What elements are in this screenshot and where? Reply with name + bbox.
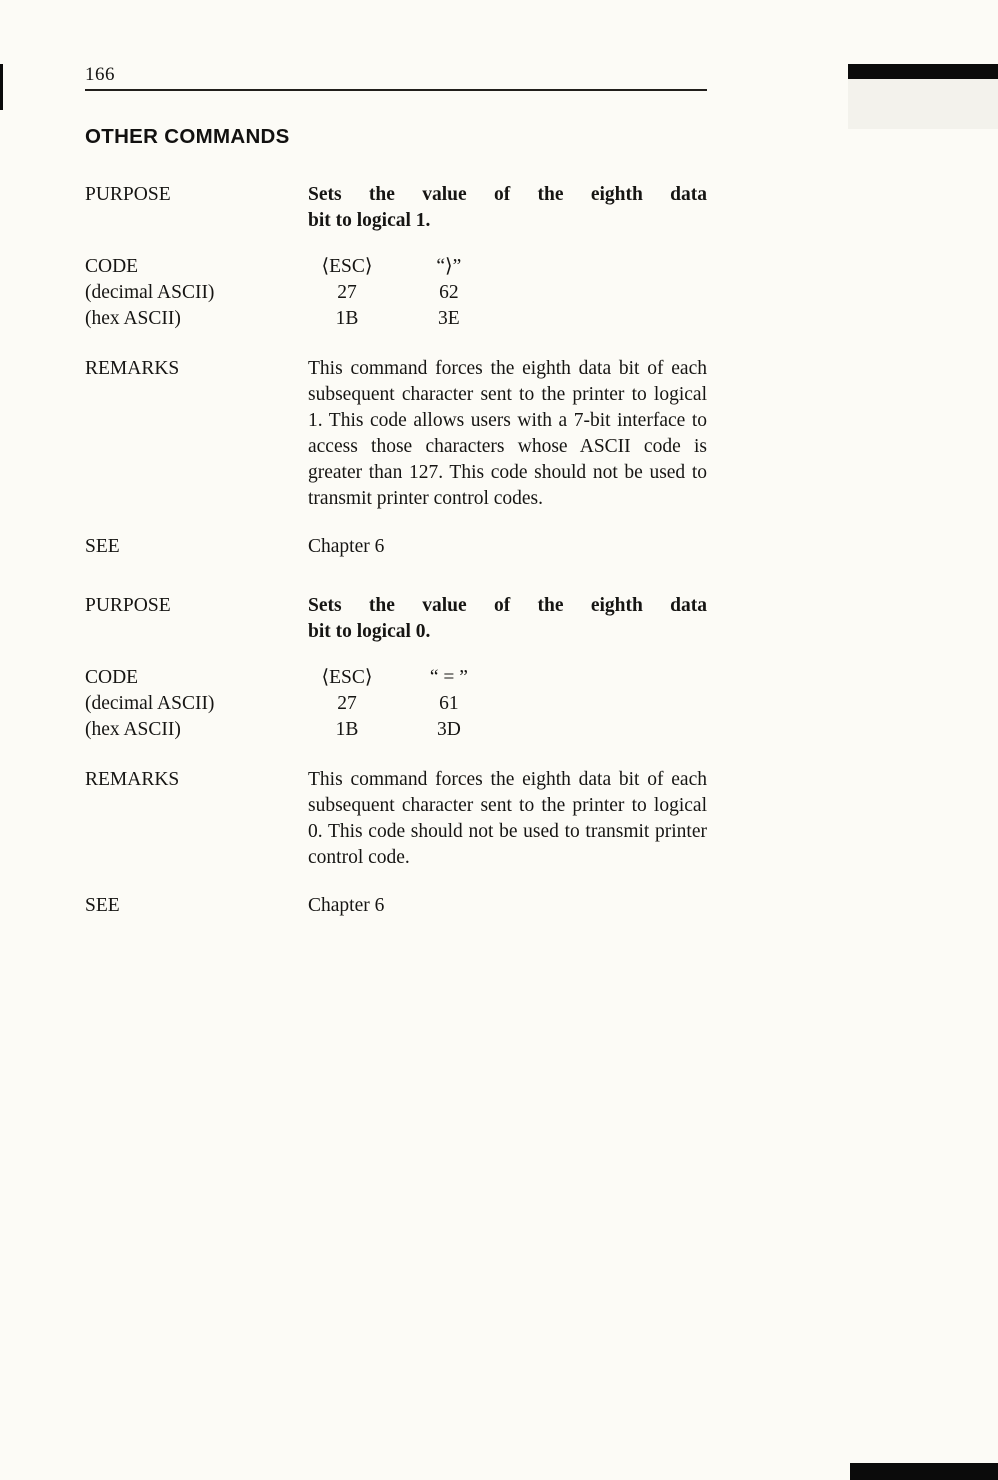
- see-value: Chapter 6: [308, 895, 385, 916]
- purpose-line-1: Sets the value of the eighth data: [308, 184, 707, 205]
- hex-char-value: 3E: [438, 308, 460, 329]
- purpose-row: [85, 593, 707, 645]
- decimal-ascii-label: (decimal ASCII): [85, 282, 215, 303]
- char-symbol: “ = ”: [429, 667, 468, 688]
- esc-symbol: ⟨ESC⟩: [321, 256, 373, 277]
- purpose-label: PURPOSE: [85, 184, 171, 205]
- page-content: [85, 182, 707, 919]
- see-label: SEE: [85, 536, 120, 557]
- scan-artifact-bottom-right: [850, 1463, 998, 1480]
- remarks-label: REMARKS: [85, 769, 180, 790]
- purpose-row: [85, 182, 707, 234]
- see-row: [85, 893, 707, 919]
- remarks-row: [85, 356, 707, 512]
- purpose-line-1: Sets the value of the eighth data: [308, 595, 707, 616]
- command-section-logical-0: [85, 593, 707, 919]
- code-symbols-line: [308, 665, 707, 691]
- remarks-row: [85, 767, 707, 871]
- code-block: [85, 665, 707, 743]
- see-value: Chapter 6: [308, 536, 385, 557]
- decimal-ascii-label: (decimal ASCII): [85, 693, 215, 714]
- code-values: [308, 254, 707, 332]
- code-values: [308, 665, 707, 743]
- decimal-esc-value: 27: [337, 282, 357, 303]
- hex-ascii-label: (hex ASCII): [85, 308, 181, 329]
- hex-esc-value: 1B: [335, 719, 359, 740]
- page-header: [85, 64, 707, 91]
- code-labels: [85, 254, 308, 332]
- hex-values-line: [308, 306, 707, 332]
- see-label: SEE: [85, 895, 120, 916]
- decimal-values-line: [308, 691, 707, 717]
- decimal-char-value: 62: [439, 282, 459, 303]
- hex-values-line: [308, 717, 707, 743]
- code-symbols-line: [308, 254, 707, 280]
- purpose-text: [308, 182, 707, 234]
- code-labels: [85, 665, 308, 743]
- see-row: [85, 534, 707, 560]
- code-block: [85, 254, 707, 332]
- decimal-esc-value: 27: [337, 693, 357, 714]
- hex-ascii-label: (hex ASCII): [85, 719, 181, 740]
- decimal-char-value: 61: [439, 693, 459, 714]
- purpose-line-2: bit to logical 0.: [308, 621, 431, 642]
- manual-page: [0, 64, 998, 919]
- scan-artifact-left-edge: [0, 64, 3, 110]
- char-symbol: “⟩”: [436, 256, 462, 277]
- code-label: CODE: [85, 256, 139, 277]
- command-section-logical-1: [85, 182, 707, 560]
- esc-symbol: ⟨ESC⟩: [321, 667, 373, 688]
- purpose-text: [308, 593, 707, 645]
- page-number: 166: [85, 64, 115, 85]
- remarks-text: This command forces the eighth data bit of each subsequent character sent to the printer to logical 1. This code allows users with a 7-bit interface to access those characters whose ASCII code is greater than 127. This code should not be used to transmit printer control codes.: [308, 358, 707, 509]
- remarks-text: This command forces the eighth data bit of each subsequent character sent to the printer to logical 0. This code should not be used to transmit printer control code.: [308, 769, 707, 868]
- purpose-label: PURPOSE: [85, 595, 171, 616]
- remarks-label: REMARKS: [85, 358, 180, 379]
- hex-esc-value: 1B: [335, 308, 359, 329]
- code-label: CODE: [85, 667, 139, 688]
- scan-artifact-top-right: [848, 64, 998, 79]
- purpose-line-2: bit to logical 1.: [308, 210, 431, 231]
- decimal-values-line: [308, 280, 707, 306]
- hex-char-value: 3D: [436, 719, 461, 740]
- section-heading: OTHER COMMANDS: [85, 125, 290, 148]
- scan-smudge-top-right: [848, 79, 998, 129]
